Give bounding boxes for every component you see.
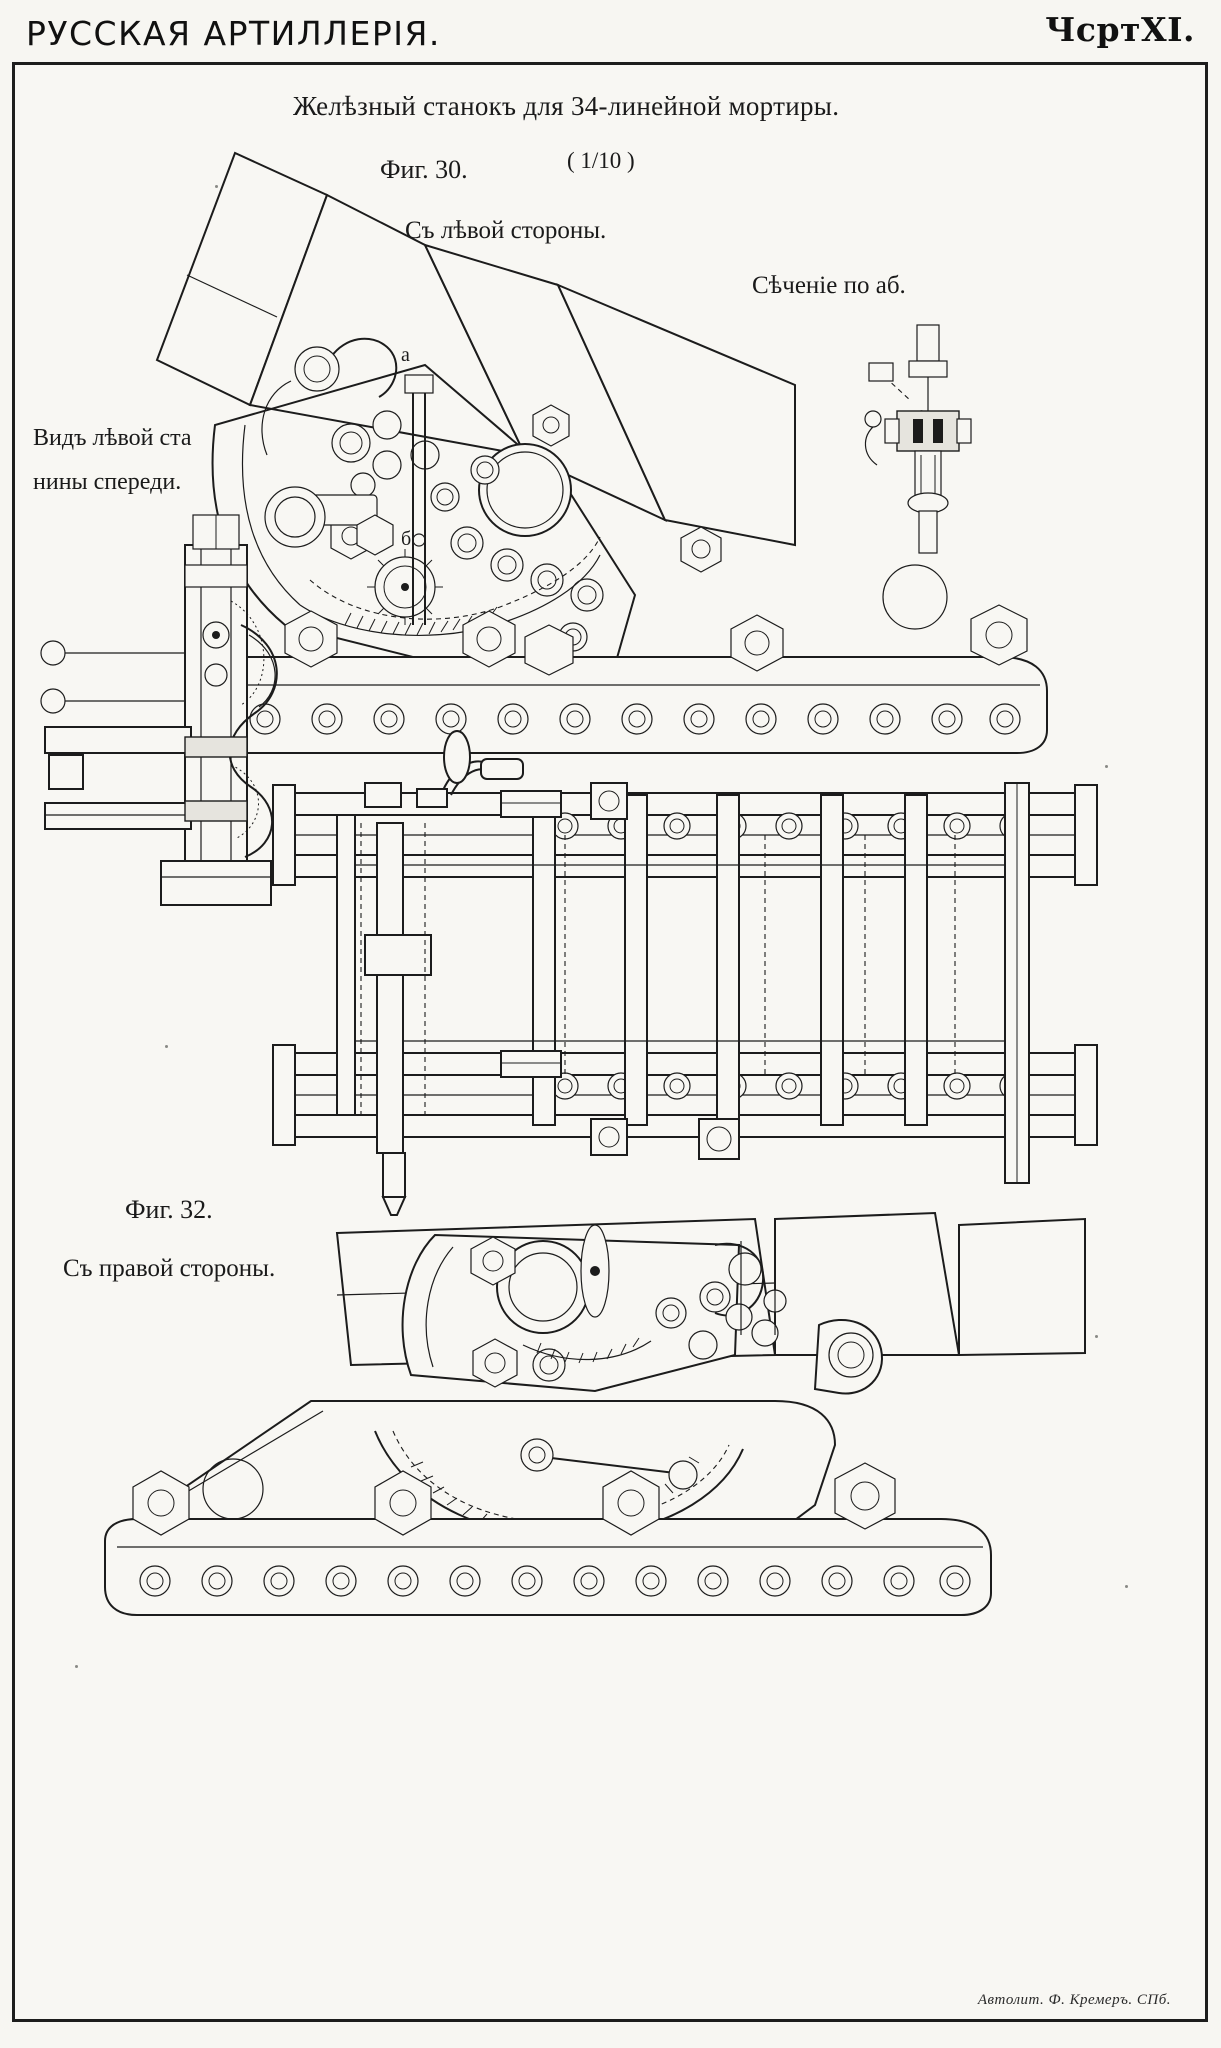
- plate-main-title: Желѣзный станокъ для 34-линейной мортиры.: [293, 91, 840, 121]
- front-view-caption-line2: нины спереди.: [33, 469, 182, 495]
- figure-31-drawing: [265, 735, 1145, 1215]
- plate-number: ЧсртXI.: [1045, 10, 1195, 49]
- lithographer-credit: Автолит. Ф. Кремеръ. СПб.: [977, 1992, 1171, 2008]
- section-ab-drawing: [855, 315, 1005, 575]
- fig32-number: Фиг. 32.: [125, 1195, 213, 1224]
- page-title: РУССКАЯ АРТИЛЛЕРІЯ.: [26, 14, 441, 53]
- section-ab-caption: Сѣченіе по аб.: [752, 272, 906, 299]
- fig30-number: Фиг. 30.: [380, 155, 468, 184]
- fig30-caption: Съ лѣвой стороны.: [405, 217, 607, 244]
- plate-scale: ( 1/10 ): [567, 148, 635, 173]
- page-header: [0, 8, 1221, 60]
- front-view-caption-line1: Видъ лѣвой ста: [33, 425, 192, 451]
- plate-frame: [12, 62, 1208, 2022]
- figure-32-drawing: [75, 1205, 1155, 1615]
- svg-text:a: a: [401, 344, 410, 366]
- svg-text:б: б: [401, 528, 412, 550]
- fig32-caption: Съ правой стороны.: [63, 1255, 276, 1282]
